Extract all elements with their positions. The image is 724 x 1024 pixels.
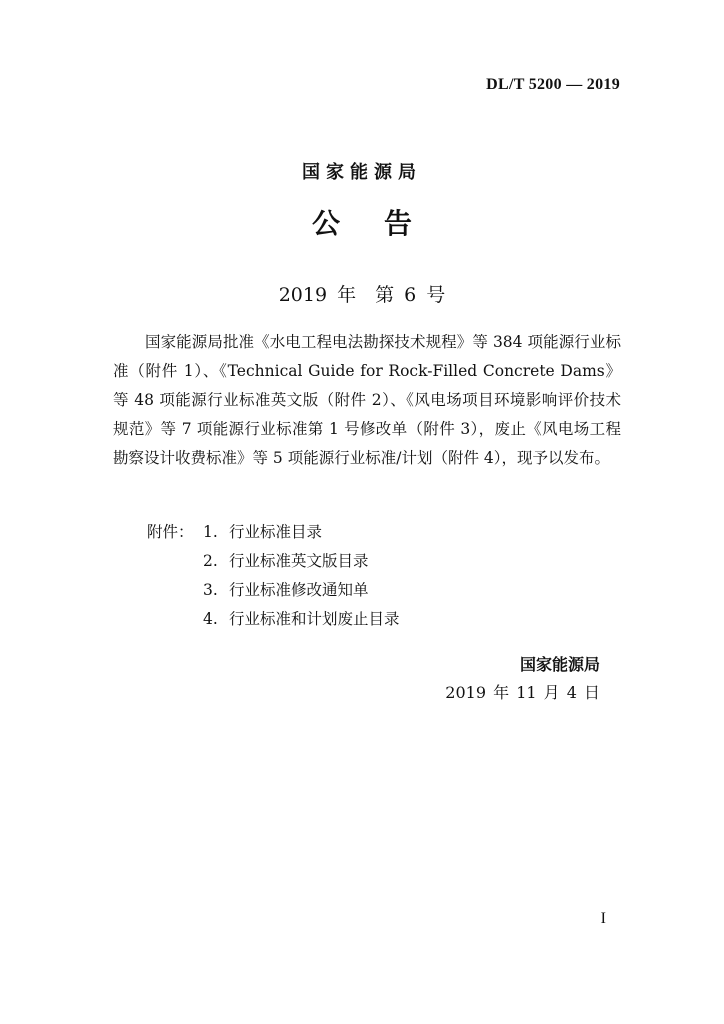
attachment-title: 行业标准英文版目录 bbox=[229, 552, 369, 570]
attachment-title: 行业标准目录 bbox=[229, 523, 323, 541]
announcement-body: 国家能源局批准《水电工程电法勘探技术规程》等 384 项能源行业标准（附件 1）、《Technical Guide for Rock-Filled Concrete Dams》等 48 项能源行业标准英文版（附件 2）、《风电场项目环境影响评价技术规范》等 7 项能源行业标准第 1 号修改单（附件 3），废止《风电场工程勘察设计收费标准》等 5 项能源行业标准/计划（附件 4），现予以发布。 bbox=[113, 333, 621, 467]
attachment-item bbox=[147, 576, 400, 605]
standard-code: DL/T 5200 — 2019 bbox=[486, 76, 620, 93]
issuing-authority: 国家能源局 bbox=[302, 162, 422, 183]
attachment-label: 附件： bbox=[147, 523, 194, 541]
attachment-item bbox=[147, 518, 400, 547]
attachment-number: 4. bbox=[203, 610, 218, 628]
attachment-title: 行业标准和计划废止目录 bbox=[229, 610, 400, 628]
attachment-title: 行业标准修改通知单 bbox=[229, 581, 369, 599]
attachment-item bbox=[147, 547, 400, 576]
attachment-number: 1. bbox=[203, 523, 218, 541]
attachment-number: 2. bbox=[203, 552, 218, 570]
signature-date: 2019 年 11 月 4 日 bbox=[445, 683, 600, 702]
issue-number: 2019 年 第 6 号 bbox=[278, 284, 446, 306]
page-number: I bbox=[600, 910, 606, 927]
attachment-item bbox=[147, 605, 400, 634]
document-title: 公告 bbox=[311, 207, 456, 240]
signature-block bbox=[430, 652, 600, 708]
attachment-list bbox=[147, 518, 400, 634]
attachment-number: 3. bbox=[203, 581, 218, 599]
signature-organization: 国家能源局 bbox=[519, 655, 600, 674]
